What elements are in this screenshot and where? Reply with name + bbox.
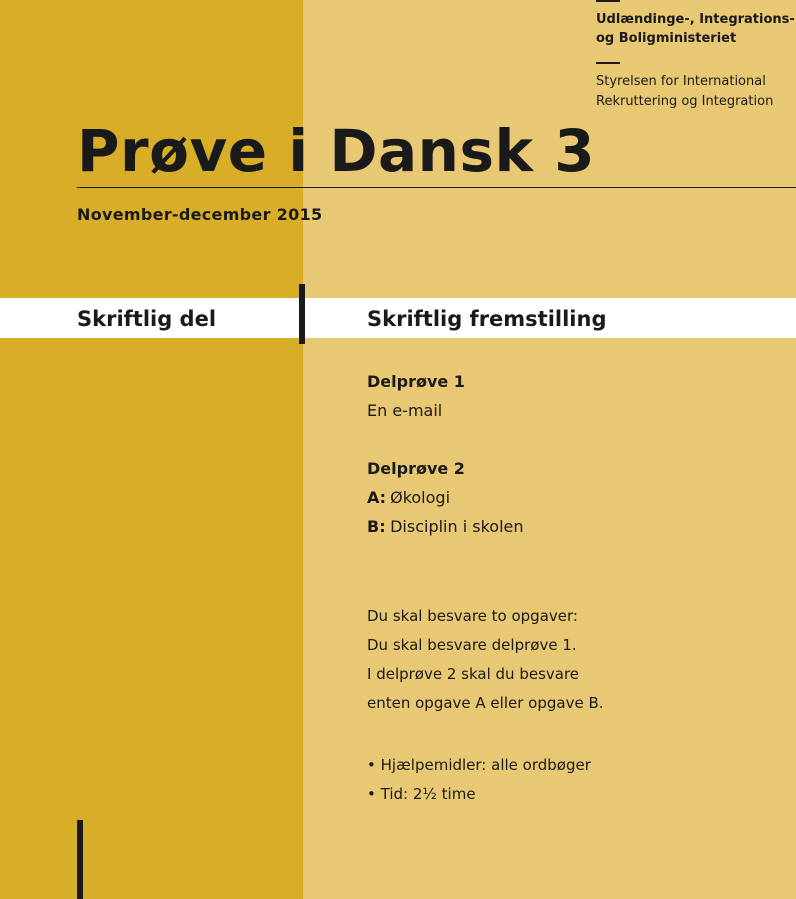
document-title: Prøve i Dansk 3	[77, 117, 596, 185]
ministry-line-1: Udlændinge-, Integrations-	[596, 12, 795, 27]
agency-line-1: Styrelsen for International	[596, 74, 766, 89]
exam-date: November-december 2015	[77, 205, 323, 224]
section-divider-bar	[299, 284, 305, 344]
agency-line-2: Rekruttering og Integration	[596, 94, 774, 109]
option-a-text: Økologi	[390, 488, 451, 507]
delproeve-2-heading: Delprøve 2	[367, 459, 465, 478]
option-b-text: Disciplin i skolen	[390, 517, 524, 536]
bottom-accent-bar	[77, 820, 83, 899]
section-right-label: Skriftlig fremstilling	[367, 307, 607, 331]
option-b-letter: B:	[367, 517, 386, 536]
exam-content	[367, 368, 787, 809]
instruction-line: Du skal besvare to opgaver:	[367, 607, 578, 625]
agency-name	[596, 72, 796, 112]
section-left-label: Skriftlig del	[77, 307, 217, 331]
ministry-rule-top	[596, 0, 620, 2]
delproeve-2-option-b	[367, 512, 787, 541]
delproeve-2-option-a	[367, 483, 787, 512]
delproeve-1-heading: Delprøve 1	[367, 372, 465, 391]
instruction-line: Du skal besvare delprøve 1.	[367, 636, 577, 654]
instruction-line: enten opgave A eller opgave B.	[367, 694, 604, 712]
ministry-rule-divider	[596, 62, 620, 64]
title-underline	[77, 187, 796, 188]
ministry-line-2: og Boligministeriet	[596, 31, 737, 46]
note-time: • Tid: 2½ time	[367, 785, 476, 803]
note-aids: • Hjælpemidler: alle ordbøger	[367, 756, 591, 774]
instruction-line: I delprøve 2 skal du besvare	[367, 665, 580, 683]
delproeve-1-task: En e-mail	[367, 401, 443, 420]
option-a-letter: A:	[367, 488, 387, 507]
ministry-name	[596, 10, 796, 48]
